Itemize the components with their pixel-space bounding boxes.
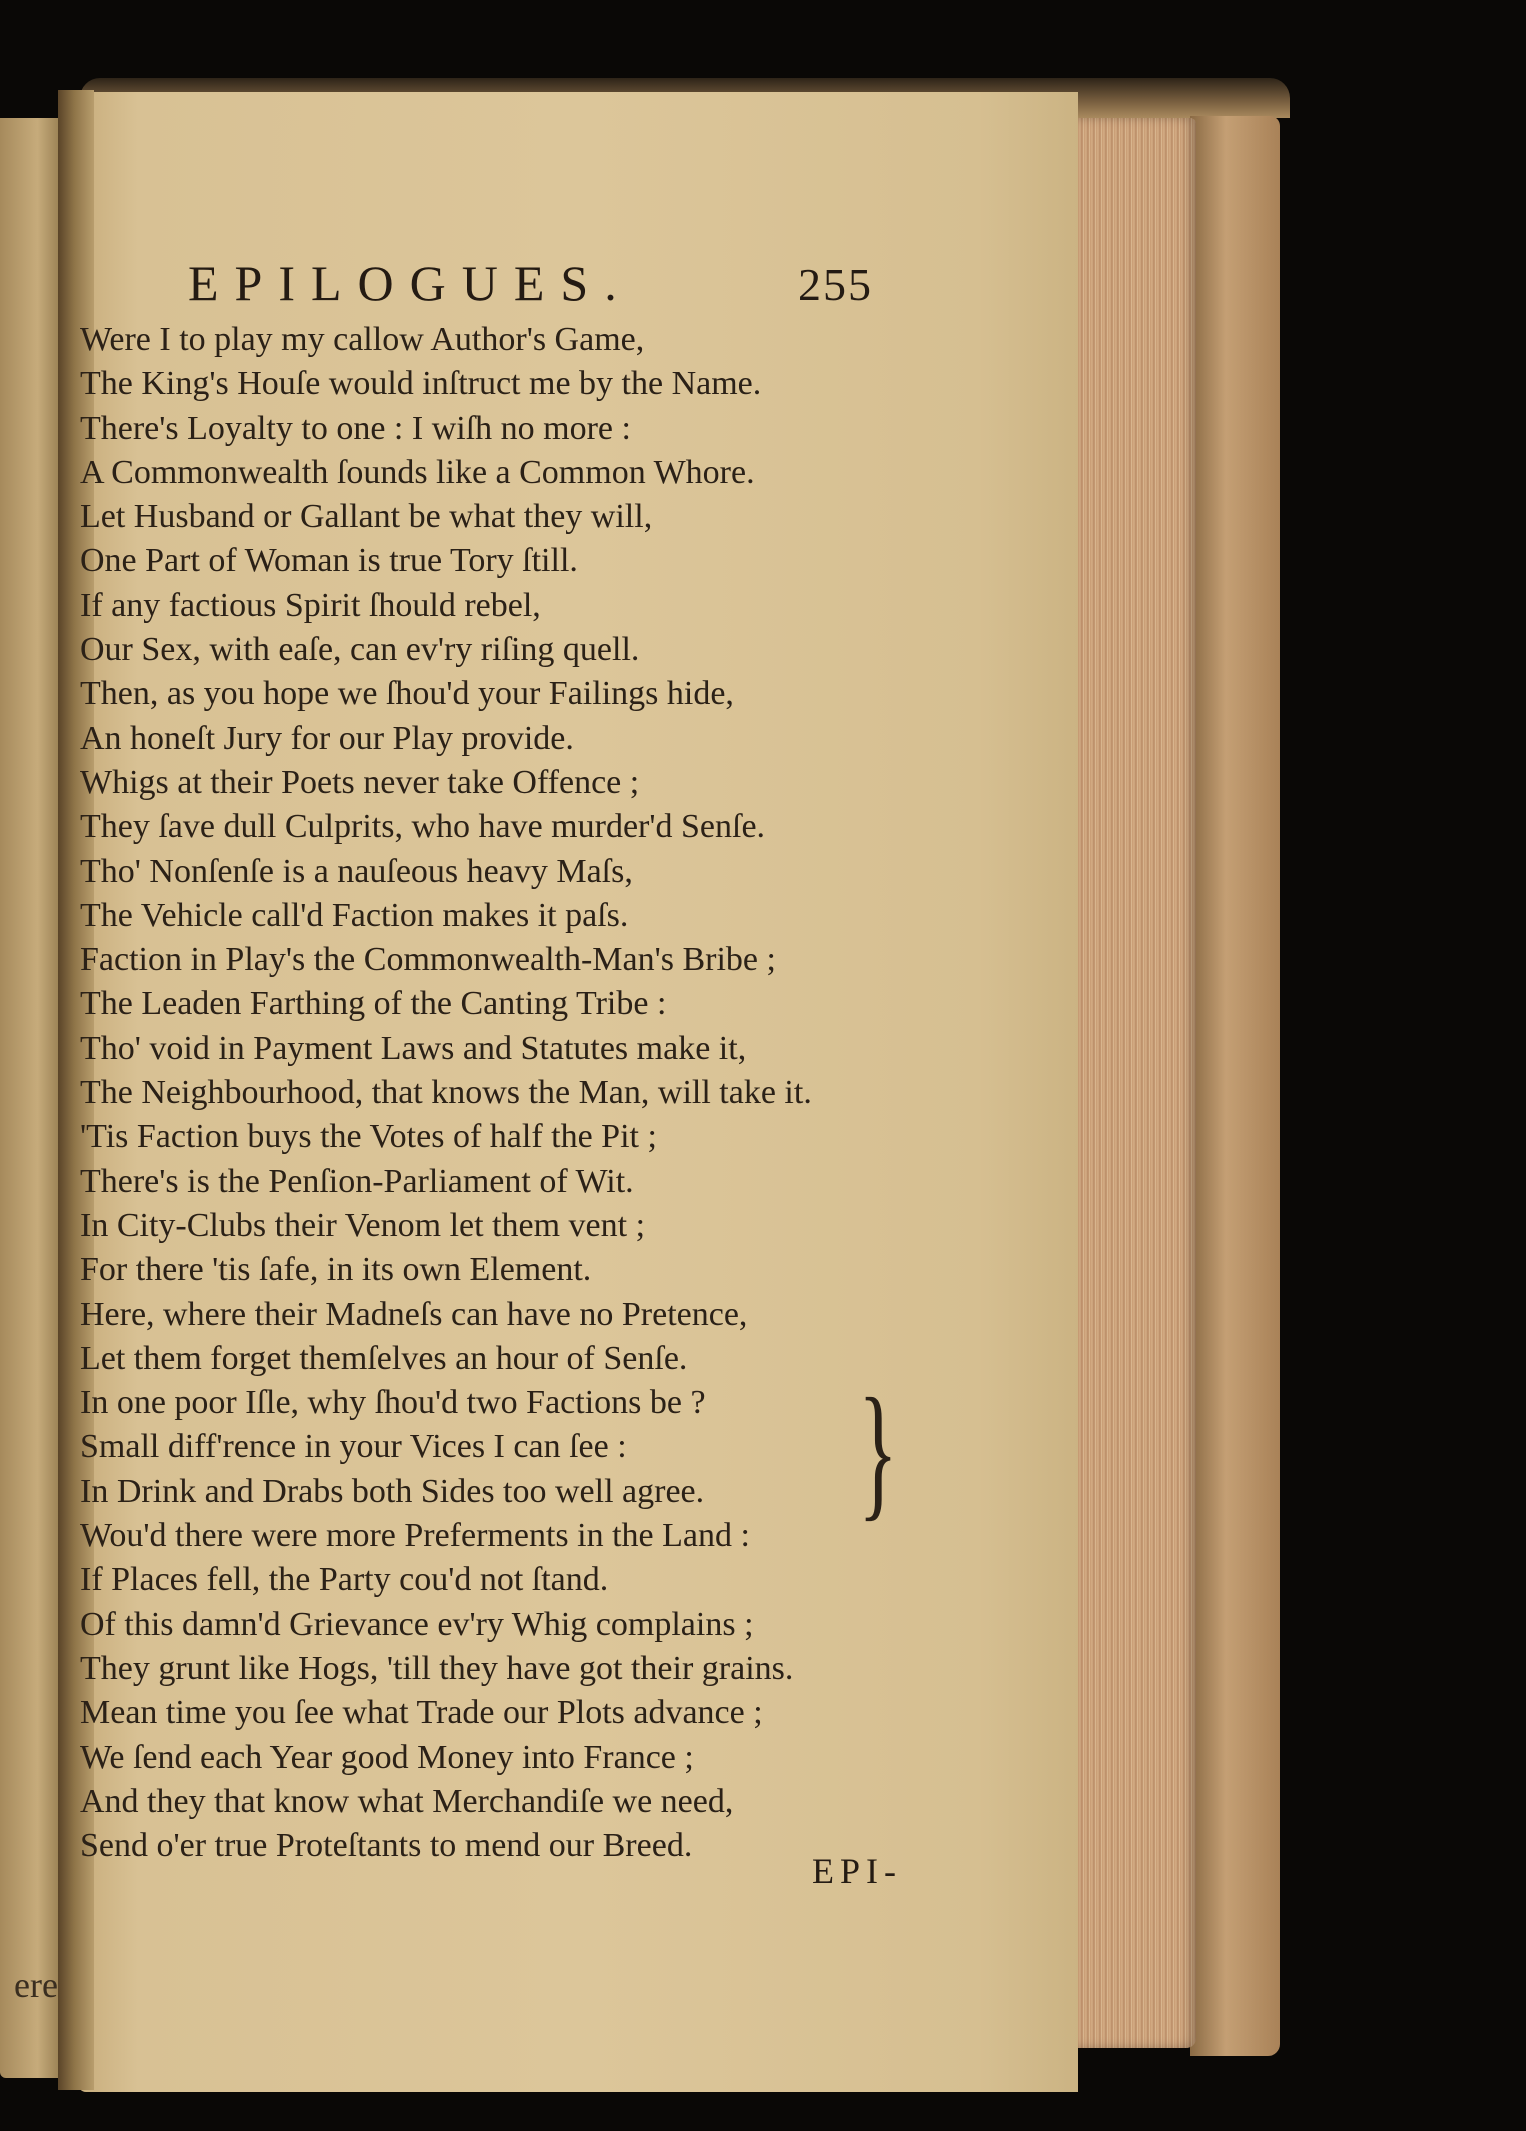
poem-line: Then, as you hope we ſhou'd your Failings hide, bbox=[80, 675, 734, 713]
poem-line: The Leaden Farthing of the Canting Tribe : bbox=[80, 985, 667, 1023]
poem-line: One Part of Woman is true Tory ſtill. bbox=[80, 542, 578, 580]
poem-line: Send o'er true Proteſtants to mend our Breed. bbox=[80, 1827, 693, 1865]
poem-line: The King's Houſe would inſtruct me by the Name. bbox=[80, 365, 762, 403]
poem-line: Let Husband or Gallant be what they will, bbox=[80, 498, 653, 536]
poem-text bbox=[80, 318, 880, 1868]
page-fore-edge bbox=[1078, 118, 1196, 2048]
poem-line: We ſend each Year good Money into France ; bbox=[80, 1738, 694, 1776]
poem-line: Tho' Nonſenſe is a nauſeous heavy Maſs, bbox=[80, 852, 633, 890]
poem-line: They grunt like Hogs, 'till they have got their grains. bbox=[80, 1649, 794, 1687]
poem-line: There's is the Penſion-Parliament of Wit. bbox=[80, 1162, 634, 1200]
poem-line: And they that know what Merchandiſe we need, bbox=[80, 1782, 734, 1820]
poem-line: If any factious Spirit ſhould rebel, bbox=[80, 586, 541, 624]
poem-line: They ſave dull Culprits, who have murder'd Senſe. bbox=[80, 808, 766, 846]
poem-line: Our Sex, with eaſe, can ev'ry riſing quell. bbox=[80, 631, 640, 669]
poem-line: Of this damn'd Grievance ev'ry Whig complains ; bbox=[80, 1605, 754, 1643]
poem-line: If Places fell, the Party cou'd not ſtand. bbox=[80, 1561, 609, 1599]
book-board-edge bbox=[1190, 116, 1280, 2056]
poem-line: In City-Clubs their Venom let them vent ; bbox=[80, 1206, 646, 1244]
poem-line: Were I to play my callow Author's Game, bbox=[80, 321, 645, 358]
poem-line: Let them forget themſelves an hour of Senſe. bbox=[80, 1339, 688, 1377]
poem-line: 'Tis Faction buys the Votes of half the Pit ; bbox=[80, 1118, 657, 1156]
triplet-brace-icon: } bbox=[858, 1368, 898, 1534]
poem-line: Wou'd there were more Preferments in the Land : bbox=[80, 1517, 750, 1555]
poem-line: Small diff'rence in your Vices I can ſee : bbox=[80, 1428, 627, 1466]
catchword: EPI- bbox=[812, 1851, 902, 1891]
poem-line: For there 'tis ſafe, in its own Element. bbox=[80, 1251, 592, 1289]
poem-line: The Vehicle call'd Faction makes it paſs. bbox=[80, 896, 629, 934]
left-page-text-fragment: ere bbox=[14, 1965, 58, 2005]
poem-line: Whigs at their Poets never take Offence ; bbox=[80, 763, 640, 801]
poem-line: Here, where their Madneſs can have no Pretence, bbox=[80, 1295, 748, 1333]
poem-line: The Neighbourhood, that knows the Man, will take it. bbox=[80, 1074, 812, 1112]
poem-line: An honeſt Jury for our Play provide. bbox=[80, 719, 574, 757]
poem-line: There's Loyalty to one : I wiſh no more : bbox=[80, 409, 631, 447]
poem-line: A Commonwealth ſounds like a Common Whore. bbox=[80, 453, 755, 491]
poem-line: Faction in Play's the Commonwealth-Man's Bribe ; bbox=[80, 941, 776, 979]
running-head: EPILOGUES. bbox=[188, 255, 633, 311]
poem-line: Tho' void in Payment Laws and Statutes make it, bbox=[80, 1029, 747, 1067]
poem-line: Mean time you ſee what Trade our Plots advance ; bbox=[80, 1694, 763, 1732]
page-number: 255 bbox=[798, 259, 873, 310]
poem-line: In Drink and Drabs both Sides too well agree. bbox=[80, 1472, 705, 1510]
poem-line: In one poor Iſle, why ſhou'd two Factions be ? bbox=[80, 1384, 706, 1422]
